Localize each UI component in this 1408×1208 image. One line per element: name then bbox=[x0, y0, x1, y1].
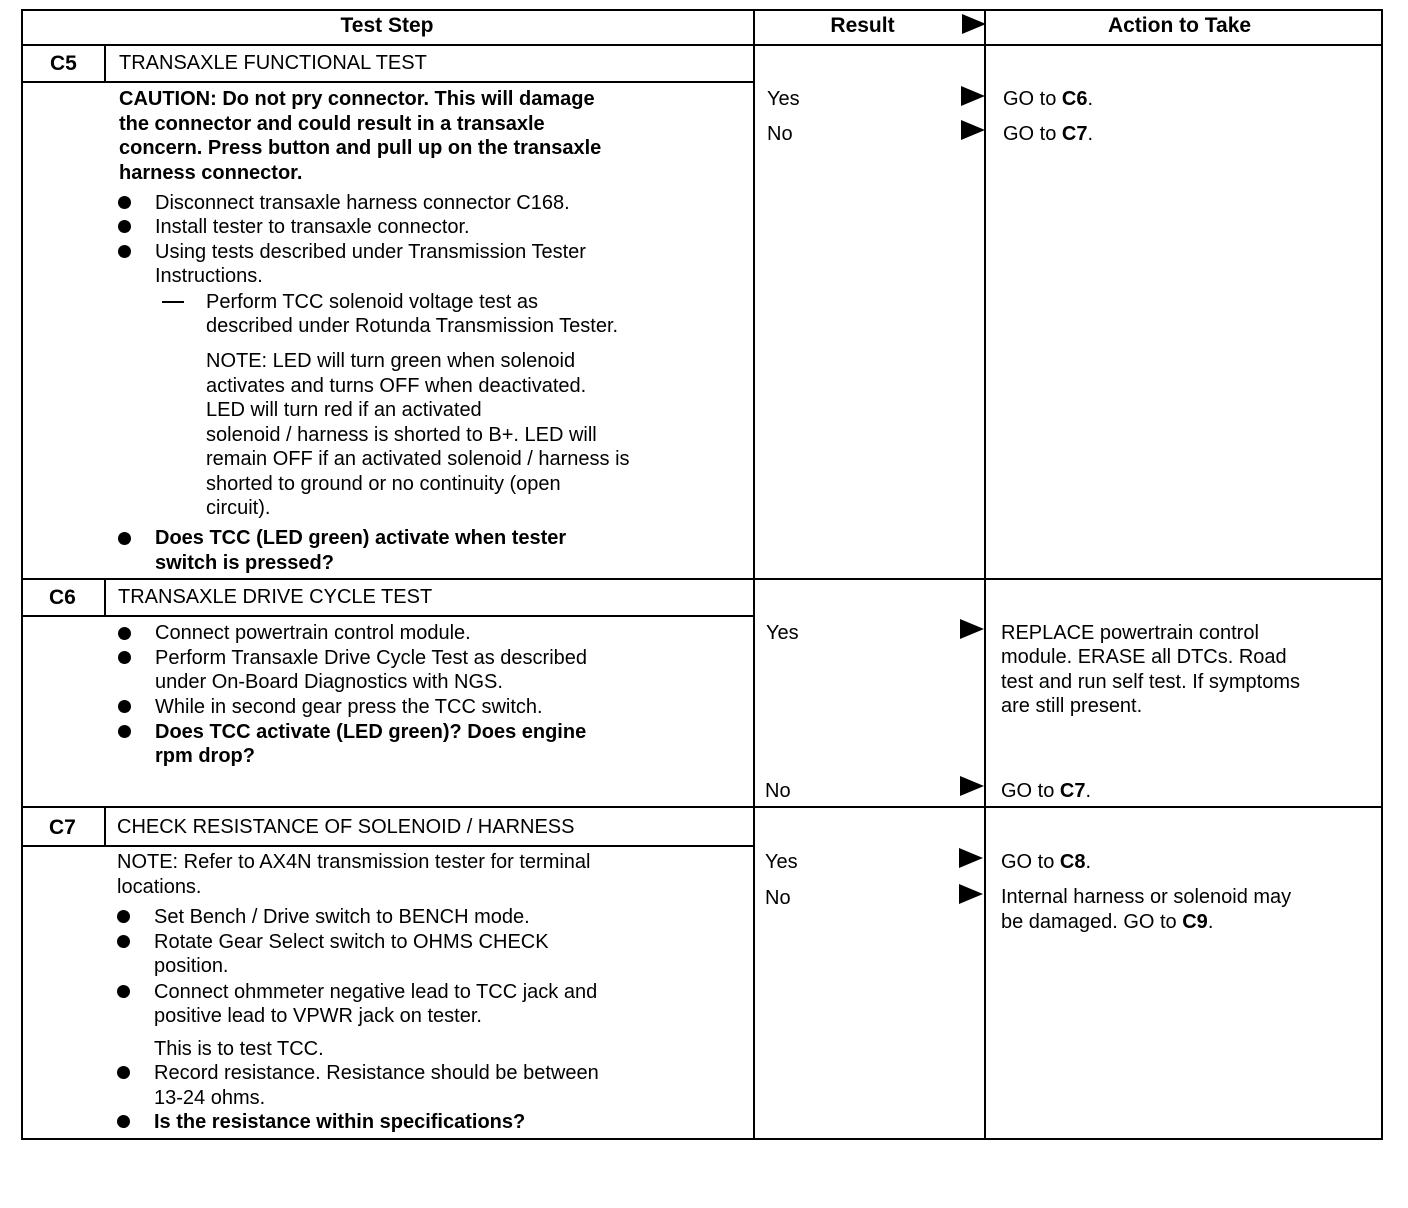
question-text: Is the resistance within specifications? bbox=[154, 1111, 526, 1133]
bullet-icon bbox=[118, 220, 131, 233]
bullet-icon bbox=[118, 651, 131, 664]
note-line: NOTE: LED will turn green when solenoid bbox=[206, 350, 576, 372]
row-rule bbox=[21, 806, 1383, 808]
row-rule bbox=[21, 578, 1383, 580]
caution-line: concern. Press button and pull up on the transaxle bbox=[119, 137, 602, 160]
bullet-icon bbox=[118, 532, 131, 545]
arrow-icon bbox=[959, 884, 983, 904]
header-action: Action to Take bbox=[1107, 14, 1252, 37]
note-line: shorted to ground or no continuity (open bbox=[206, 472, 561, 495]
caution-line: the connector and could result in a transaxle bbox=[119, 112, 545, 135]
bullet-icon bbox=[118, 700, 131, 713]
bullet-text: under On-Board Diagnostics with NGS. bbox=[155, 671, 503, 693]
action-text: GO to C8. bbox=[1001, 851, 1092, 873]
plain-text: This is to test TCC. bbox=[154, 1038, 324, 1060]
note-line: locations. bbox=[117, 875, 202, 898]
bullet-text: Install tester to transaxle connector. bbox=[155, 216, 470, 238]
row-title-rule bbox=[21, 615, 754, 617]
header-arrow-icon bbox=[962, 14, 986, 34]
sub-text: described under Rotunda Transmission Tester. bbox=[206, 315, 619, 337]
action-text: be damaged. GO to C9. bbox=[1001, 910, 1214, 933]
step-id: C5 bbox=[50, 52, 77, 75]
step-title: TRANSAXLE DRIVE CYCLE TEST bbox=[118, 586, 433, 608]
arrow-icon bbox=[959, 848, 983, 868]
action-text: GO to C7. bbox=[1001, 780, 1092, 802]
question-text: rpm drop? bbox=[155, 745, 255, 767]
action-text: test and run self test. If symptoms bbox=[1001, 670, 1301, 693]
bullet-icon bbox=[117, 1066, 130, 1079]
bullet-text: While in second gear press the TCC switch. bbox=[155, 695, 543, 718]
step-title: CHECK RESISTANCE OF SOLENOID / HARNESS bbox=[117, 816, 575, 838]
bullet-text: Rotate Gear Select switch to OHMS CHECK bbox=[154, 930, 549, 953]
sub-text: Perform TCC solenoid voltage test as bbox=[206, 290, 539, 313]
caution-line: CAUTION: Do not pry connector. This will damage bbox=[119, 88, 595, 110]
note-line: solenoid / harness is shorted to B+. LED will bbox=[206, 423, 597, 446]
bullet-text: Instructions. bbox=[155, 265, 263, 287]
note-line: activates and turns OFF when deactivated. bbox=[206, 374, 587, 397]
result-yes: Yes bbox=[766, 622, 799, 644]
note-line: remain OFF if an activated solenoid / harness is bbox=[206, 448, 630, 470]
note-line: LED will turn red if an activated bbox=[206, 399, 482, 421]
bullet-icon bbox=[118, 245, 131, 258]
col-divider-step bbox=[104, 808, 106, 846]
step-id: C6 bbox=[49, 586, 76, 609]
question-text: Does TCC activate (LED green)? Does engine bbox=[155, 720, 587, 743]
note-line: NOTE: Refer to AX4N transmission tester for terminal bbox=[117, 851, 591, 873]
question-text: switch is pressed? bbox=[155, 551, 334, 574]
caution-line: harness connector. bbox=[119, 161, 303, 184]
dash-icon bbox=[162, 301, 184, 303]
result-yes: Yes bbox=[765, 851, 798, 873]
col-divider-step bbox=[104, 46, 106, 82]
bullet-icon bbox=[118, 725, 131, 738]
bullet-text: 13-24 ohms. bbox=[154, 1086, 266, 1109]
action-text: GO to C7. bbox=[1003, 123, 1094, 145]
bullet-text: position. bbox=[154, 955, 229, 977]
step-title: TRANSAXLE FUNCTIONAL TEST bbox=[119, 52, 427, 74]
row-title-rule bbox=[21, 845, 754, 847]
header-rule bbox=[21, 44, 1383, 46]
action-text: REPLACE powertrain control bbox=[1001, 622, 1259, 644]
bullet-text: Disconnect transaxle harness connector C168. bbox=[155, 191, 570, 214]
col-divider-step bbox=[104, 580, 106, 616]
arrow-icon bbox=[960, 619, 984, 639]
header-test-step: Test Step bbox=[340, 14, 434, 37]
action-text: GO to C6. bbox=[1003, 88, 1094, 110]
arrow-icon bbox=[961, 86, 985, 106]
bullet-text: positive lead to VPWR jack on tester. bbox=[154, 1005, 482, 1027]
arrow-icon bbox=[960, 776, 984, 796]
bullet-text: Perform Transaxle Drive Cycle Test as described bbox=[155, 646, 588, 669]
bullet-icon bbox=[118, 627, 131, 640]
bullet-icon bbox=[117, 1115, 130, 1128]
row-title-rule bbox=[21, 81, 754, 83]
bullet-text: Record resistance. Resistance should be between bbox=[154, 1062, 599, 1084]
arrow-icon bbox=[961, 120, 985, 140]
bullet-text: Set Bench / Drive switch to BENCH mode. bbox=[154, 905, 530, 928]
bullet-icon bbox=[117, 910, 130, 923]
col-divider-action bbox=[984, 9, 986, 1140]
action-text: are still present. bbox=[1001, 695, 1143, 717]
step-id: C7 bbox=[49, 816, 76, 839]
result-yes: Yes bbox=[767, 88, 800, 110]
action-text: Internal harness or solenoid may bbox=[1001, 886, 1292, 908]
bullet-text: Connect powertrain control module. bbox=[155, 622, 471, 644]
result-no: No bbox=[767, 123, 793, 145]
note-line: circuit). bbox=[206, 497, 271, 519]
header-result: Result bbox=[830, 14, 895, 37]
bullet-icon bbox=[117, 985, 130, 998]
action-text: module. ERASE all DTCs. Road bbox=[1001, 646, 1287, 668]
col-divider-result bbox=[753, 9, 755, 1140]
question-text: Does TCC (LED green) activate when tester bbox=[155, 527, 567, 549]
bullet-icon bbox=[118, 196, 131, 209]
bullet-text: Using tests described under Transmission Tester bbox=[155, 240, 586, 263]
bullet-text: Connect ohmmeter negative lead to TCC jack and bbox=[154, 980, 598, 1003]
bullet-icon bbox=[117, 935, 130, 948]
result-no: No bbox=[765, 887, 791, 909]
result-no: No bbox=[765, 780, 791, 802]
